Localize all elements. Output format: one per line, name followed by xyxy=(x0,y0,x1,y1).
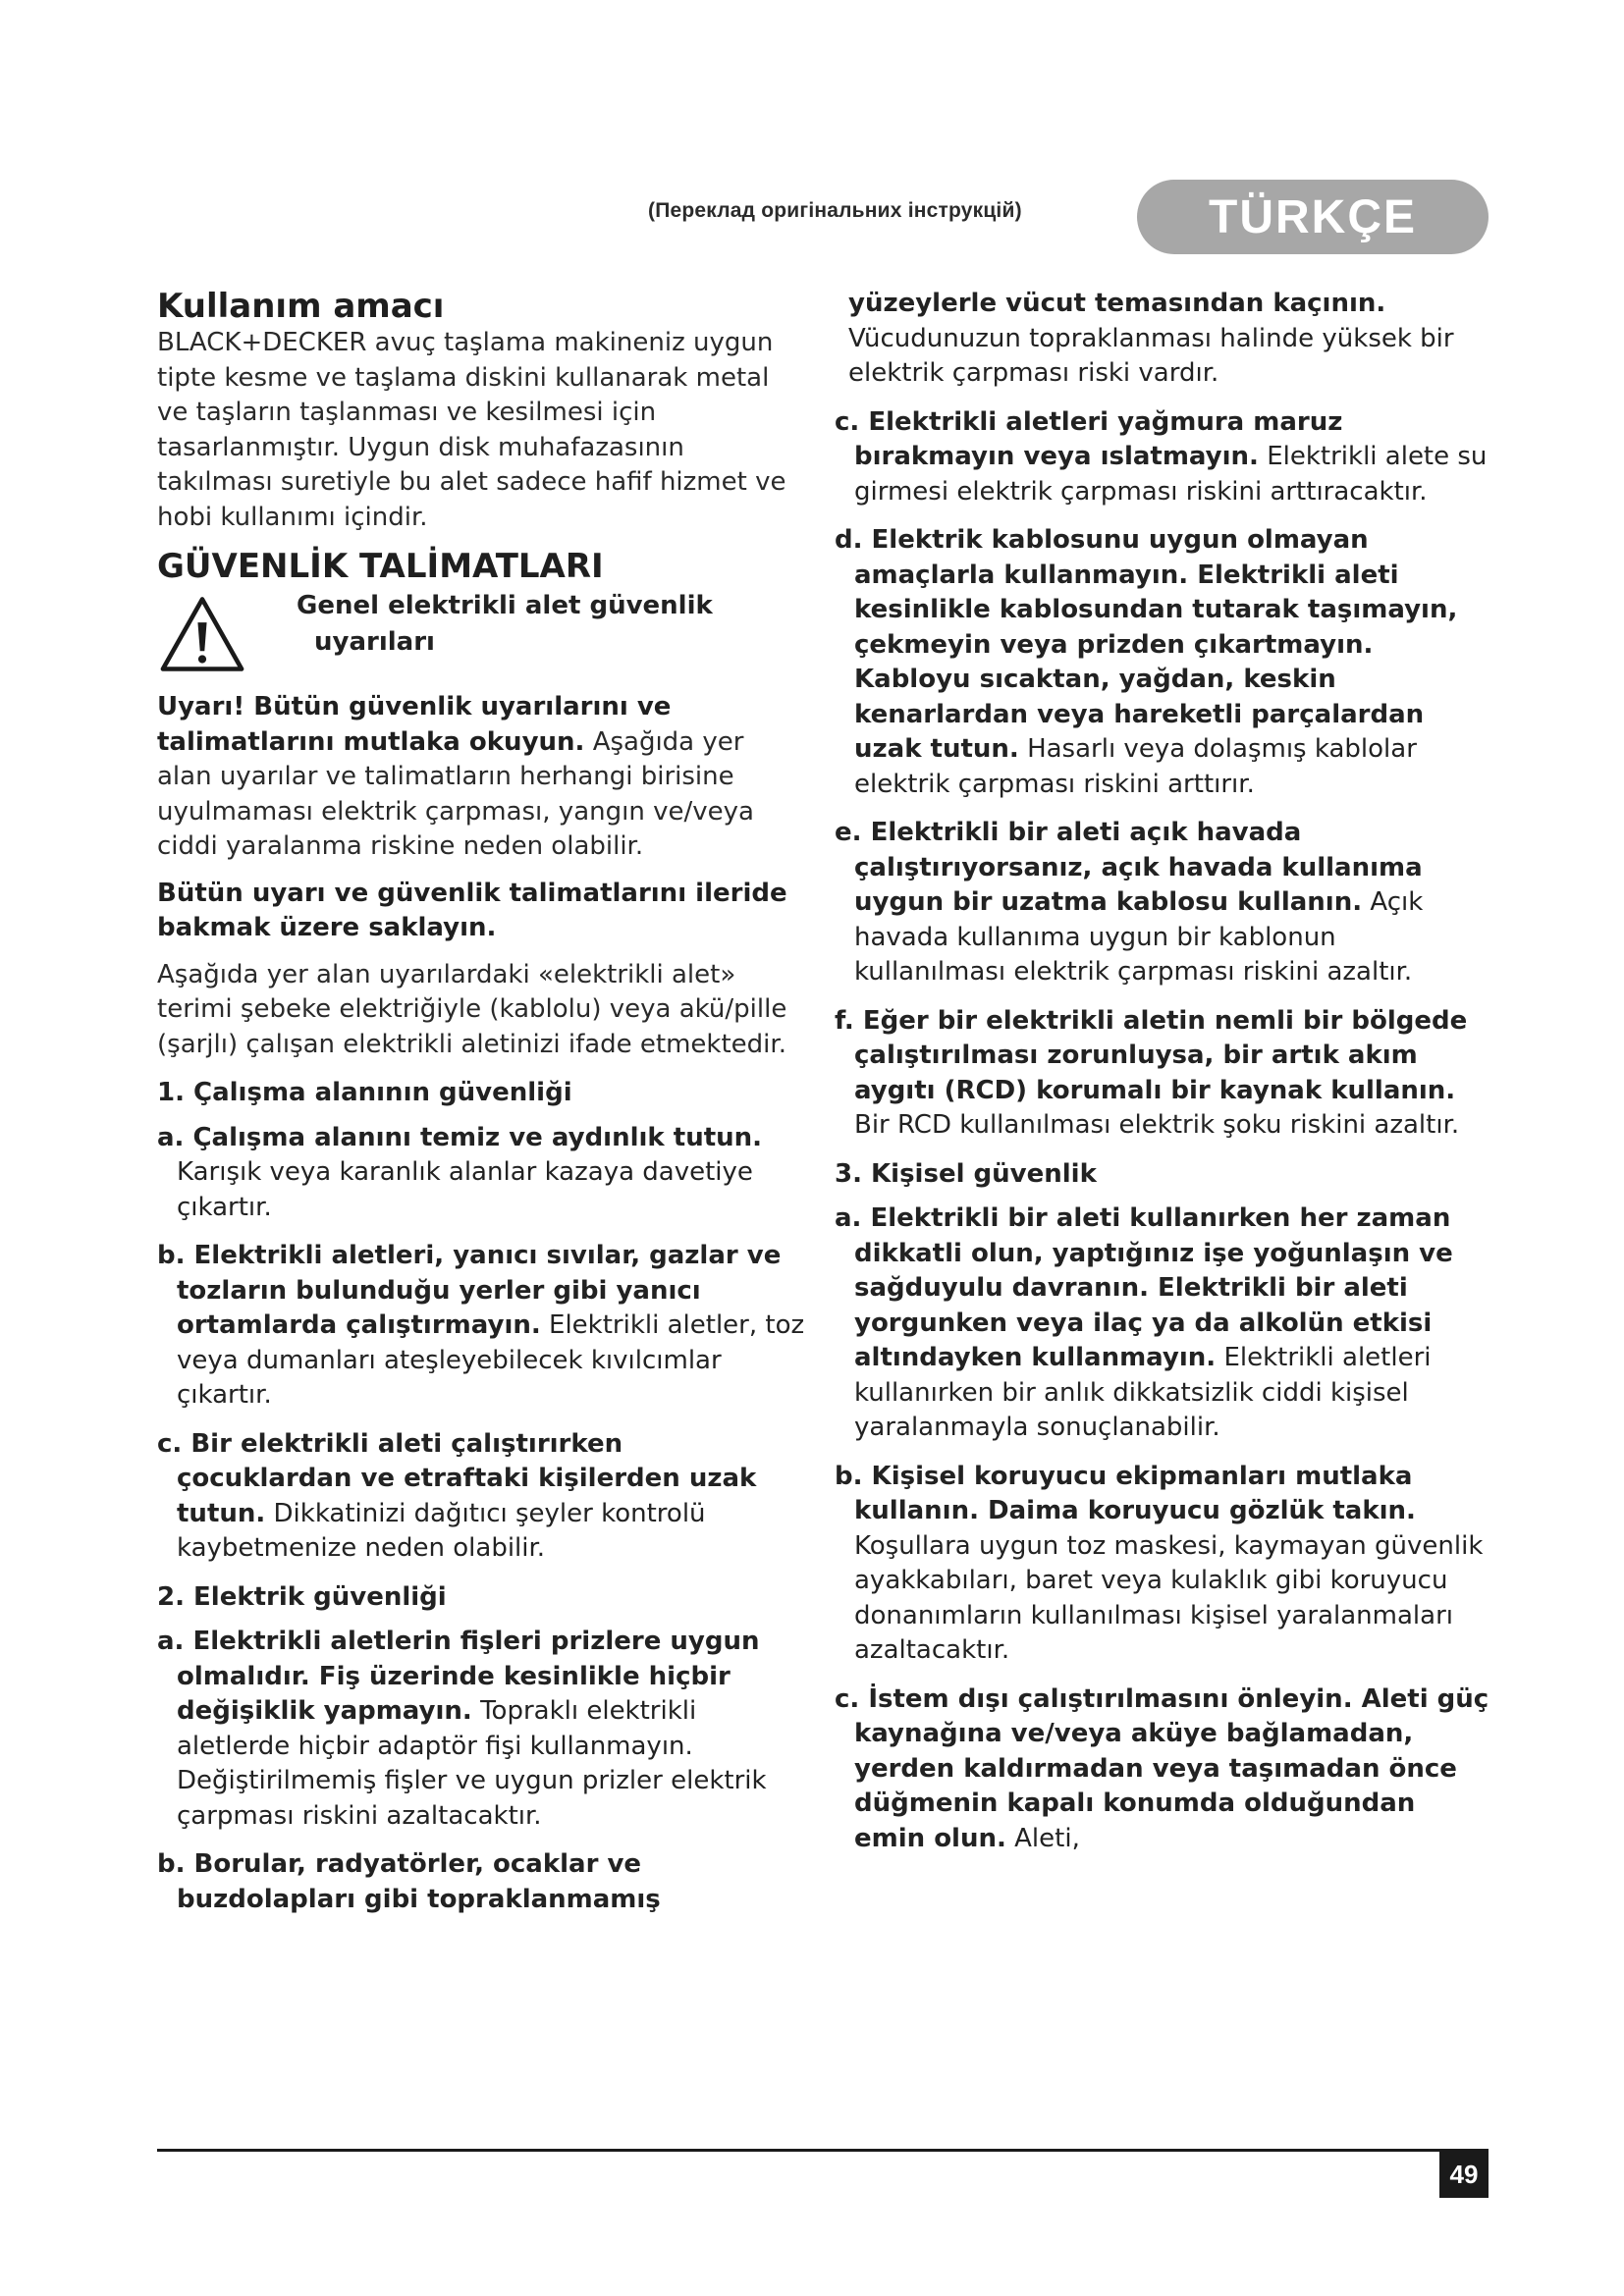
work-area-item-c xyxy=(157,1427,805,1567)
item-bold: d. Elektrik kablosunu uygun olmayan amaçlarla kullanmayın. Elektrikli aleti kesinlikle kablosundan tutarak taşımayın, çekmeyin veya prizden çıkartmayın. Kabloyu sıcaktan, yağdan, keskin kenarlardan veya hareketli parçalardan uzak tutun. xyxy=(835,525,1458,764)
item-bold: a. Elektrikli bir aleti kullanırken her zaman dikkatli olun, yaptığınız işe yoğunlaşın ve sağduyulu davranın. Elektrikli bir aleti yorgunken veya ilaç ya da alkolün etkisi altındayken kullanmayın. xyxy=(835,1203,1453,1372)
read-all-warnings-text: Aşağıda yer alan uyarılar ve talimatların herhangi birisine uyulmaması elektrik çarpması, yangın ve/veya ciddi yaralanma riskine neden olabilir. xyxy=(157,726,754,861)
item-text: Aleti, xyxy=(1014,1823,1080,1853)
warning-triangle-icon xyxy=(157,594,247,674)
item-text: Topraklı elektrikli aletlerde hiçbir adaptör fişi kullanmayın. Değiştirilmemiş fişler ve uygun prizler elektrik çarpması riskini azaltacaktır. xyxy=(177,1696,767,1831)
right-column xyxy=(835,287,1490,1870)
item-bold: f. Eğer bir elektrikli aletin nemli bir bölgede çalıştırılması zorunluysa, bir artık akım aygıtı (RCD) korumalı bir kaynak kullanın. xyxy=(835,1005,1468,1105)
section-work-area-safety: 1. Çalışma alanının güvenliği xyxy=(157,1078,572,1107)
safety-instructions-heading: GÜVENLİK TALİMATLARI xyxy=(157,547,604,586)
electrical-item-e xyxy=(835,816,1490,990)
item-bold: e. Elektrikli bir aleti açık havada çalıştırıyorsanız, açık havada kullanıma uygun bir uzatma kablosu kullanın. xyxy=(835,818,1423,917)
save-instructions: Bütün uyarı ve güvenlik talimatlarını ileride bakmak üzere saklayın. xyxy=(157,878,787,942)
general-warning-title xyxy=(297,588,713,661)
item-bold: a. Elektrikli aletlerin fişleri prizlere uygun olmalıdır. Fiş üzerinde kesinlikle hiçbir değişiklik yapmayın. xyxy=(157,1627,760,1726)
read-all-warnings-bold: Uyarı! Bütün güvenlik uyarılarını ve talimatlarını mutlaka okuyun. xyxy=(157,692,672,757)
item-text: Hasarlı veya dolaşmış kablolar elektrik çarpması riskini arttırır. xyxy=(854,734,1417,799)
section-electrical-safety: 2. Elektrik güvenliği xyxy=(157,1581,447,1612)
item-text: Elektrikli aletleri kullanırken bir anlık dikkatsizlik ciddi kişisel yaralanmayla sonuçlanabilir. xyxy=(854,1343,1432,1442)
item-text: Bir RCD kullanılması elektrik şoku riskini azaltır. xyxy=(854,1110,1460,1140)
item-text: Açık havada kullanıma uygun bir kablonun kullanılması elektrik çarpması riskini azaltır. xyxy=(854,887,1424,987)
intended-use-heading: Kullanım amacı xyxy=(157,287,445,326)
item-bold: c. Elektrikli aletleri yağmura maruz bırakmayın veya ıslatmayın. xyxy=(835,406,1343,471)
item-bold: b. Elektrikli aletleri, yanıcı sıvılar, gazlar ve tozların bulunduğu yerler gibi yanıcı ortamlarda çalıştırmayın. xyxy=(157,1241,782,1340)
language-badge: TÜRKÇE xyxy=(1137,180,1489,254)
work-area-item-a xyxy=(157,1121,805,1226)
personal-item-b xyxy=(835,1460,1490,1669)
section-personal-safety: 3. Kişisel güvenlik xyxy=(835,1158,1097,1189)
item-bold: c. Bir elektrikli aleti çalıştırırken çocuklardan ve etraftaki kişilerden uzak tutun. xyxy=(157,1428,757,1528)
item-text: Dikkatinizi dağıtıcı şeyler kontrolü kaybetmenize neden olabilir. xyxy=(177,1498,706,1563)
electrical-item-a xyxy=(157,1625,805,1834)
electrical-item-c xyxy=(835,405,1490,510)
electrical-item-b xyxy=(157,1847,805,1917)
item-text: Koşullara uygun toz maskesi, kaymayan güvenlik ayakkabıları, baret veya kulaklık gibi koruyucu donanımların kullanılması kişisel yaralanmaları azaltacaktır. xyxy=(854,1530,1484,1665)
item-text: Vücudunuzun topraklanması halinde yüksek bir elektrik çarpması riski vardır. xyxy=(848,323,1454,388)
footer-rule xyxy=(157,2149,1489,2152)
item-bold: b. Kişisel koruyucu ekipmanları mutlaka kullanın. Daima koruyucu gözlük takın. xyxy=(835,1461,1416,1525)
intended-use-text: BLACK+DECKER avuç taşlama makineniz uygun tipte kesme ve taşlama diskini kullanarak metal ve taşların taşlanması ve kesilmesi için tasarlanmıştır. Uygun disk muhafazasının takılması suretiyle bu alet sadece hafif hizmet ve hobi kullanımı içindir. xyxy=(157,328,786,532)
item-text: Elektrikli aletler, toz veya dumanları ateşleyebilecek kıvılcımlar çıkartır. xyxy=(177,1310,805,1410)
power-tool-term-definition: Aşağıda yer alan uyarılardaki «elektrikli alet» terimi şebeke elektriğiyle (kablolu) veya akü/pille (şarjlı) çalışan elektrikli aletinizi ifade etmektedir. xyxy=(157,959,787,1059)
electrical-item-f xyxy=(835,1004,1490,1144)
page-number: 49 xyxy=(1439,2151,1489,2198)
item-bold: a. Çalışma alanını temiz ve aydınlık tutun. xyxy=(157,1122,763,1152)
item-bold: c. İstem dışı çalıştırılmasını önleyin. Aleti güç kaynağına ve/veya aküye bağlamadan, yerden kaldırmadan veya taşımadan önce düğmenin kapalı konumda olduğundan emin olun. xyxy=(835,1683,1489,1853)
translation-note: (Переклад оригінальних інструкцій) xyxy=(648,199,1022,222)
item-bold: yüzeylerle vücut temasından kaçının. xyxy=(848,289,1386,318)
item-text: Elektrikli alete su girmesi elektrik çarpması riskini arttıracaktır. xyxy=(854,442,1488,507)
general-warning-title-line2: uyarıları xyxy=(314,627,435,657)
left-column xyxy=(157,287,805,1931)
general-warning-title-line1: Genel elektrikli alet güvenlik xyxy=(297,591,713,620)
electrical-item-b-continued xyxy=(835,287,1490,392)
read-all-warnings xyxy=(157,690,805,865)
general-warning-block xyxy=(157,588,805,674)
electrical-item-d xyxy=(835,523,1490,802)
personal-item-c xyxy=(835,1682,1490,1857)
item-bold: b. Borular, radyatörler, ocaklar ve buzdolapları gibi topraklanmamış xyxy=(157,1849,661,1914)
work-area-item-b xyxy=(157,1239,805,1414)
item-text: Karışık veya karanlık alanlar kazaya davetiye çıkartır. xyxy=(177,1157,753,1222)
personal-item-a xyxy=(835,1201,1490,1446)
